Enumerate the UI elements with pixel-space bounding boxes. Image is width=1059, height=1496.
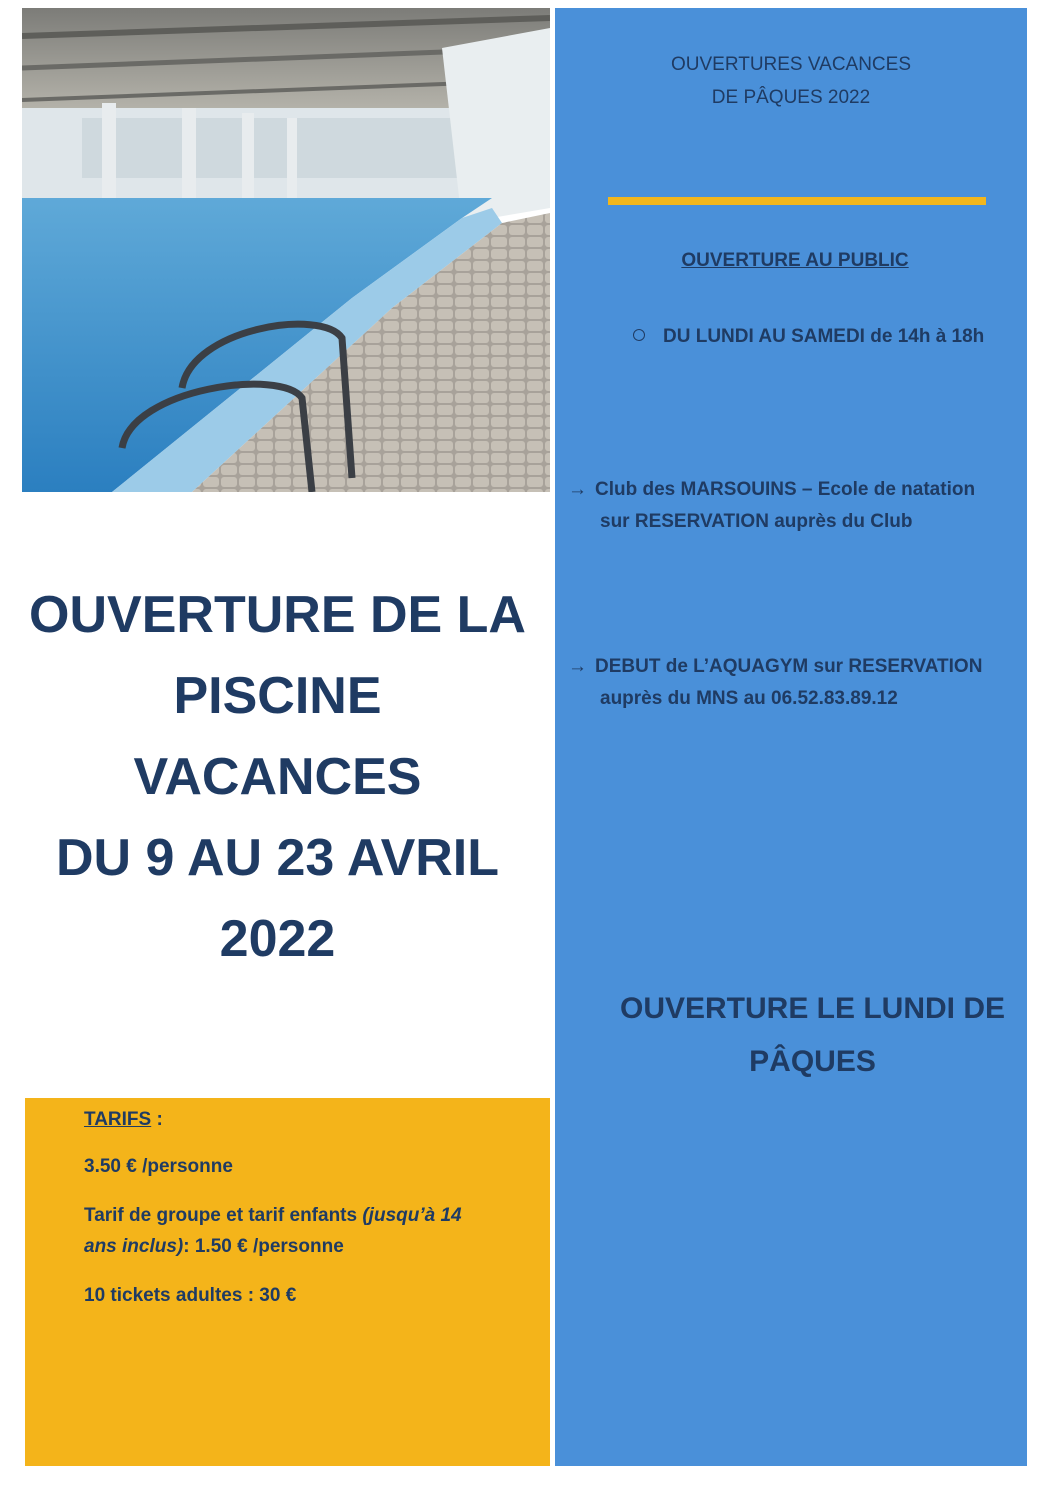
club-text: Club des MARSOUINS – Ecole de natation <box>595 479 976 500</box>
public-opening-heading: OUVERTURE AU PUBLIC <box>681 250 909 271</box>
accent-divider <box>608 197 986 205</box>
aquagym-text: DEBUT de L’AQUAGYM sur RESERVATION <box>595 656 983 677</box>
title-line: 2022 <box>219 910 336 968</box>
club-line-1 <box>568 474 975 506</box>
group-text: Tarif de groupe et tarif enfants <box>84 1205 363 1226</box>
heading-line: OUVERTURES VACANCES <box>670 54 911 75</box>
group-price <box>84 1200 462 1262</box>
tarifs-label <box>84 1104 163 1135</box>
price-person: 3.50 € /personne <box>84 1156 233 1177</box>
arrow-right-icon: → <box>568 479 587 500</box>
easter-line: PÂQUES <box>749 1045 876 1078</box>
heading-line: DE PÂQUES 2022 <box>711 87 871 108</box>
easter-opening <box>555 982 1059 1088</box>
arrow-right-icon: → <box>568 656 587 677</box>
panel-heading <box>555 48 1027 114</box>
tarifs-label-suffix: : <box>151 1109 163 1130</box>
info-panel <box>555 8 1027 1466</box>
title-line: VACANCES <box>133 748 422 806</box>
main-title <box>10 575 545 980</box>
tickets-price: 10 tickets adultes : 30 € <box>84 1285 297 1306</box>
bullet-circle-icon <box>633 329 645 341</box>
group-age-note-2: ans inclus) <box>84 1236 184 1257</box>
group-price-value: : 1.50 € /personne <box>183 1236 344 1257</box>
schedule-text: DU LUNDI AU SAMEDI de 14h à 18h <box>663 326 985 347</box>
title-line: PISCINE <box>173 667 382 725</box>
club-line-2: sur RESERVATION auprès du Club <box>600 511 913 532</box>
title-line: OUVERTURE DE LA <box>29 586 526 644</box>
tarifs-label-text: TARIFS <box>84 1109 152 1130</box>
pool-photo <box>22 8 550 492</box>
swimming-pool-icon <box>22 8 550 492</box>
aquagym-line-1 <box>568 651 982 683</box>
aquagym-line-2: auprès du MNS au 06.52.83.89.12 <box>600 688 898 709</box>
easter-line: OUVERTURE LE LUNDI DE <box>619 992 1006 1025</box>
group-age-note: (jusqu’à 14 <box>362 1205 462 1226</box>
schedule-line <box>633 321 984 353</box>
title-line: DU 9 AU 23 AVRIL <box>55 829 500 887</box>
